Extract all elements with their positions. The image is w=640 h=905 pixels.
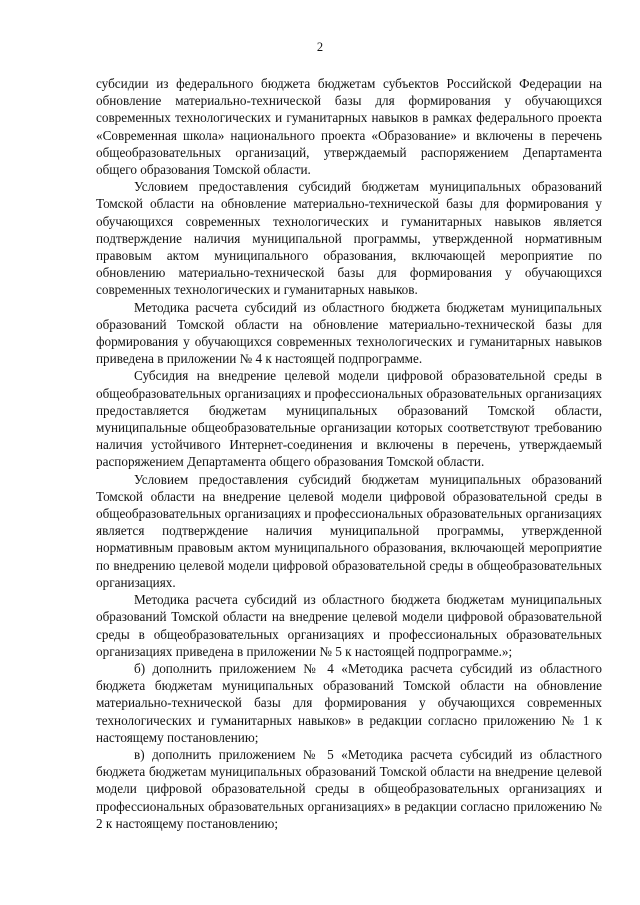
- paragraph: Субсидия на внедрение целевой модели цифровой образовательной среды в общеобразовательных организациях и профессиональных образовательных организациях предоставляется бюджетам муниципальных образований Томской области, муниципальные общеобразовательные организации которых соответствуют требованию наличия устойчивого Интернет-соединения и включены в перечень, утверждаемый распоряжением Департамента общего образования Томской области.: [96, 368, 602, 470]
- list-item-b: б) дополнить приложением № 4 «Методика расчета субсидий из областного бюджета бюджетам муниципальных образований Томской области на обновление материально-технической базы для формирования у обучающихся современных технологических и гуманитарных навыков» в редакции согласно приложению № 1 к настоящему постановлению;: [96, 660, 602, 745]
- paragraph: Условием предоставления субсидий бюджетам муниципальных образований Томской области на внедрение целевой модели цифровой образовательной среды в общеобразовательных организациях и профессиональных образовательных организациях является подтверждение наличия муниципальной программы, утвержденной нормативным правовым актом муниципального образования, включающей мероприятие по внедрению целевой модели цифровой образовательной среды в общеобразовательных организациях.: [96, 471, 602, 590]
- paragraph: Методика расчета субсидий из областного бюджета бюджетам муниципальных образований Томской области на обновление материально-технической базы для формирования у обучающихся современных технологических и гуманитарных навыков приведена в приложении № 4 к настоящей подпрограмме.: [96, 299, 602, 367]
- document-body: [96, 75, 602, 832]
- paragraph-continuation: субсидии из федерального бюджета бюджетам субъектов Российской Федерации на обновление материально-технической базы для формирования у обучающихся современных технологических и гуманитарных навыков в рамках федерального проекта «Современная школа» национального проекта «Образование» и включены в перечень общеобразовательных организаций, утверждаемый распоряжением Департамента общего образования Томской области.: [96, 76, 602, 178]
- paragraph: Условием предоставления субсидий бюджетам муниципальных образований Томской области на обновление материально-технической базы для формирования у обучающихся современных технологических и гуманитарных навыков является подтверждение наличия муниципальной программы, утвержденной нормативным правовым актом муниципального образования, включающей мероприятие по обновлению материально-технической базы для формирования у обучающихся современных технологических и гуманитарных навыков.: [96, 179, 602, 298]
- paragraph: Методика расчета субсидий из областного бюджета бюджетам муниципальных образований Томской области на внедрение целевой модели цифровой образовательной среды в общеобразовательных организациях и профессиональных образовательных организациях приведена в приложении № 5 к настоящей подпрограмме.»;: [96, 592, 602, 659]
- page-number: 2: [316, 40, 324, 54]
- list-item-v: в) дополнить приложением № 5 «Методика расчета субсидий из областного бюджета бюджетам муниципальных образований Томской области на внедрение целевой модели цифровой образовательной среды в общеобразовательных организациях и профессиональных образовательных организациях» в редакции согласно приложению № 2 к настоящему постановлению;: [96, 746, 602, 831]
